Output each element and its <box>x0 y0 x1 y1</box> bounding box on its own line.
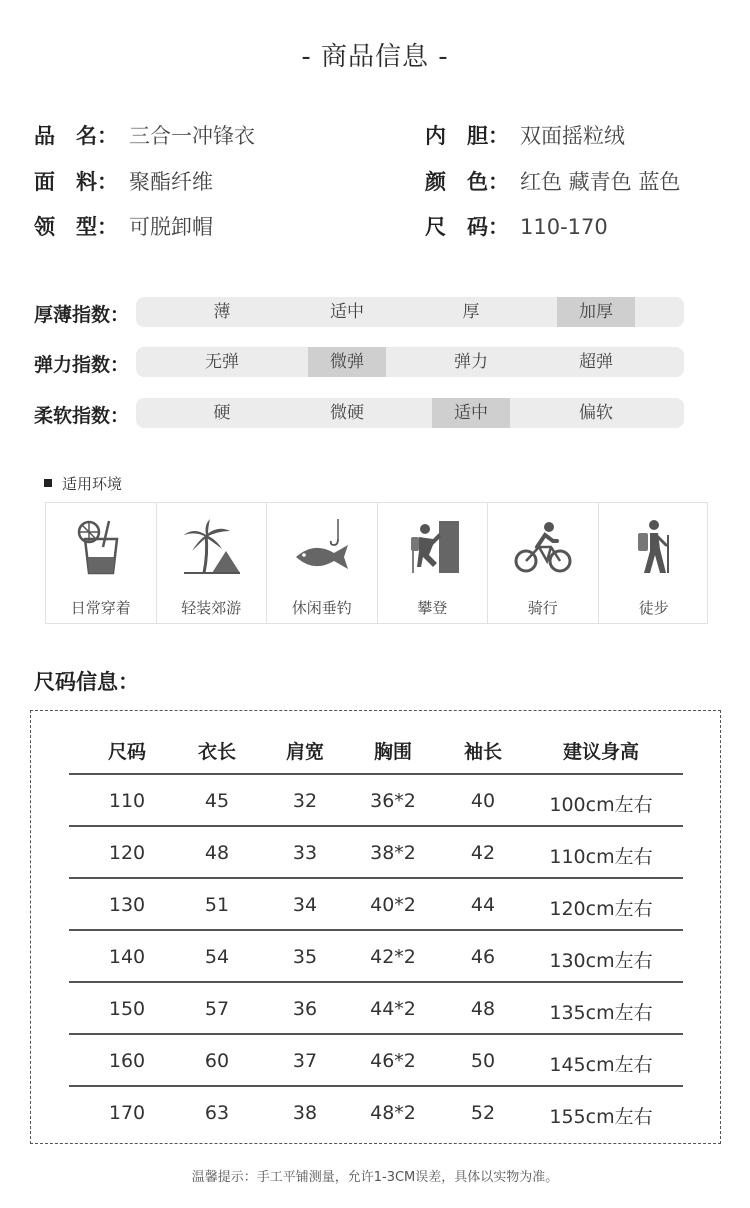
info-item-color <box>425 166 680 196</box>
env-item-label: 日常穿着 <box>70 599 131 617</box>
table-cell: 110 <box>108 790 146 812</box>
scale-option: 硬 <box>213 403 231 423</box>
table-cell: 145cm左右 <box>549 1054 653 1076</box>
env-item-label: 攀登 <box>417 599 448 617</box>
environment-heading <box>44 473 122 494</box>
table-divider <box>69 773 683 775</box>
thickness-label: 厚薄指数： <box>34 304 130 326</box>
table-cell: 52 <box>470 1102 496 1124</box>
env-item-label: 骑行 <box>527 599 558 617</box>
table-cell: 36 <box>292 998 318 1020</box>
table-cell: 44*2 <box>370 998 416 1020</box>
climbing-icon <box>403 517 463 577</box>
env-item-climbing <box>378 503 489 623</box>
info-value: 三合一冲锋衣 <box>129 124 255 148</box>
table-cell: 45 <box>204 790 230 812</box>
col-header: 尺码 <box>107 741 146 763</box>
table-cell: 63 <box>204 1102 230 1124</box>
table-cell: 38 <box>292 1102 318 1124</box>
scale-option: 无弹 <box>205 352 239 372</box>
environment-grid <box>45 502 708 624</box>
table-cell: 42*2 <box>370 946 416 968</box>
table-cell: 140 <box>108 946 146 968</box>
table-cell: 48 <box>470 998 496 1020</box>
col-header: 袖长 <box>463 741 502 763</box>
table-cell: 48 <box>204 842 230 864</box>
cycling-icon <box>513 517 573 577</box>
scale-option: 超弹 <box>579 352 613 372</box>
table-cell: 37 <box>292 1050 318 1072</box>
env-item-label: 休闲垂钓 <box>291 599 352 617</box>
table-divider <box>69 929 683 931</box>
table-cell: 170 <box>108 1102 146 1124</box>
softness-scale <box>136 398 684 428</box>
info-item-fabric <box>34 166 213 196</box>
elasticity-scale <box>136 347 684 377</box>
table-cell: 110cm左右 <box>549 846 653 868</box>
table-cell: 44 <box>470 894 496 916</box>
info-key: 领 型： <box>34 215 118 239</box>
elasticity-label: 弹力指数： <box>34 354 130 376</box>
table-cell: 50 <box>470 1050 496 1072</box>
table-divider <box>69 1033 683 1035</box>
scale-option-selected: 微弹 <box>308 347 386 377</box>
table-cell: 42 <box>470 842 496 864</box>
col-header: 肩宽 <box>285 741 324 763</box>
scale-option-selected: 适中 <box>432 398 510 428</box>
table-cell: 120 <box>108 842 146 864</box>
table-divider <box>69 981 683 983</box>
table-cell: 150 <box>108 998 146 1020</box>
info-value: 110-170 <box>520 215 608 239</box>
table-cell: 51 <box>204 894 230 916</box>
scale-option: 薄 <box>213 302 231 322</box>
page-title: - 商品信息 - <box>301 42 449 72</box>
info-item-lining <box>425 120 625 150</box>
scale-option: 弹力 <box>454 352 488 372</box>
table-cell: 34 <box>292 894 318 916</box>
measurement-note: 温馨提示：手工平铺测量，允许1-3CM误差，具体以实物为准。 <box>191 1170 559 1185</box>
scale-option: 适中 <box>330 302 364 322</box>
table-cell: 32 <box>292 790 318 812</box>
info-key: 内 胆： <box>425 124 509 148</box>
table-divider <box>69 1085 683 1087</box>
table-cell: 160 <box>108 1050 146 1072</box>
table-divider <box>69 825 683 827</box>
info-key: 尺 码： <box>425 215 509 239</box>
env-item-fishing <box>267 503 378 623</box>
softness-label: 柔软指数： <box>34 405 130 427</box>
table-cell: 54 <box>204 946 230 968</box>
hiking-icon <box>624 517 684 577</box>
table-cell: 40 <box>470 790 496 812</box>
table-cell: 57 <box>204 998 230 1020</box>
info-value: 可脱卸帽 <box>129 215 213 239</box>
env-item-daily <box>46 503 157 623</box>
col-header: 胸围 <box>373 741 412 763</box>
env-item-label: 轻装郊游 <box>181 599 242 617</box>
table-cell: 33 <box>292 842 318 864</box>
scale-option: 偏软 <box>579 403 613 423</box>
scale-option: 厚 <box>462 302 480 322</box>
table-cell: 40*2 <box>370 894 416 916</box>
square-bullet-icon <box>44 479 52 487</box>
table-cell: 48*2 <box>370 1102 416 1124</box>
fish-icon <box>292 517 352 577</box>
scale-option-selected: 加厚 <box>557 297 635 327</box>
table-cell: 100cm左右 <box>549 794 653 816</box>
scale-option: 微硬 <box>330 403 364 423</box>
table-cell: 130 <box>108 894 146 916</box>
info-item-size <box>425 211 608 241</box>
table-divider <box>69 877 683 879</box>
table-cell: 120cm左右 <box>549 898 653 920</box>
table-cell: 46*2 <box>370 1050 416 1072</box>
env-item-outing <box>157 503 268 623</box>
table-cell: 36*2 <box>370 790 416 812</box>
size-table <box>30 710 721 1144</box>
info-item-collar <box>34 211 213 241</box>
col-header: 衣长 <box>197 741 236 763</box>
table-cell: 35 <box>292 946 318 968</box>
info-item-name <box>34 120 255 150</box>
info-value: 红色 藏青色 蓝色 <box>520 170 681 194</box>
env-item-cycling <box>488 503 599 623</box>
table-cell: 46 <box>470 946 496 968</box>
col-header: 建议身高 <box>562 741 639 763</box>
info-value: 双面摇粒绒 <box>520 124 625 148</box>
environment-heading-text: 适用环境 <box>62 475 123 493</box>
table-cell: 38*2 <box>370 842 416 864</box>
size-info-title: 尺码信息： <box>34 670 139 694</box>
drink-icon <box>71 517 131 577</box>
info-value: 聚酯纤维 <box>129 170 213 194</box>
palm-tree-icon <box>182 517 242 577</box>
thickness-scale <box>136 297 684 327</box>
table-cell: 135cm左右 <box>549 1002 653 1024</box>
env-item-hiking <box>599 503 710 623</box>
table-cell: 60 <box>204 1050 230 1072</box>
table-cell: 130cm左右 <box>549 950 653 972</box>
info-key: 品 名： <box>34 124 118 148</box>
table-cell: 155cm左右 <box>549 1106 653 1128</box>
env-item-label: 徒步 <box>638 599 669 617</box>
info-key: 颜 色： <box>425 170 509 194</box>
info-key: 面 料： <box>34 170 118 194</box>
